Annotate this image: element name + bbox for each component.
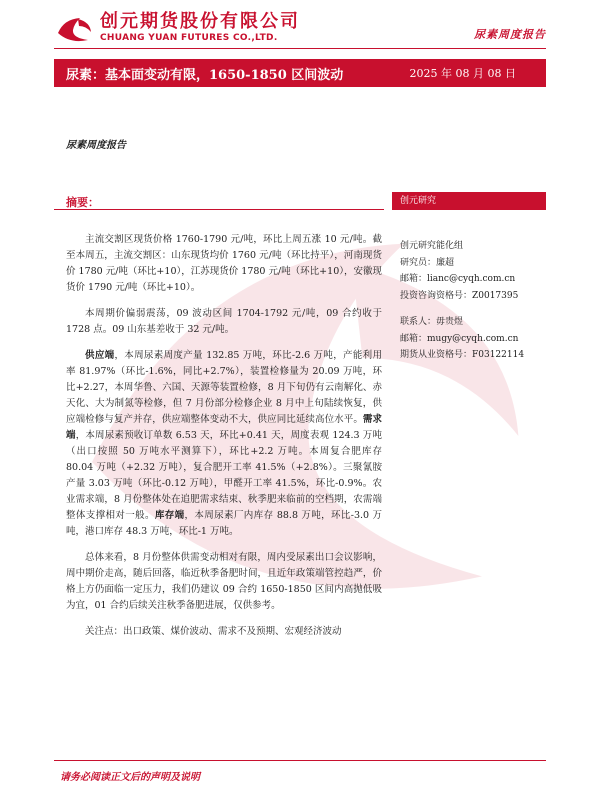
- logo-company-name: 创元期货股份有限公司: [100, 11, 300, 32]
- inventory-label: 库存端: [154, 510, 185, 521]
- title-bar: [54, 59, 546, 87]
- abstract-divider: [54, 209, 384, 210]
- contact-email: 邮箱：mugy@cyqh.com.cn: [400, 333, 519, 344]
- side-header: 创元研究: [392, 192, 546, 210]
- footer-disclaimer: 请务必阅读正文后的声明及说明: [60, 772, 200, 783]
- paragraph-focus-points: 关注点：出口政策、煤价波动、需求不及预期、宏观经济波动: [85, 626, 342, 637]
- section-label: 尿素周度报告: [66, 140, 126, 151]
- demand-label: 需求端: [66, 414, 382, 441]
- paragraph-summary: 总体来看，8 月份整体供需变动相对有限，周内受尿素出口会议影响，周中期价走高，随后回落，临近秋季备肥时间，且近年政策端管控趋严，价格上方仍面临一定压力，我们仍建议 09 合约 1650-1850 区间内高抛低吸为宜，01 合约后续关注秋季备肥进展，仅供参考。: [66, 552, 382, 611]
- report-date: 2025 年 08 月 08 日: [409, 67, 516, 80]
- paragraph-fundamentals: [66, 348, 382, 540]
- researcher-email: 邮箱：lianc@cyqh.com.cn: [400, 274, 516, 284]
- abstract-heading: 摘要：: [66, 196, 99, 209]
- demand-text: ，本周尿素预收订单数 6.53 天，环比+0.41 天，周度表观 124.3 万吨（出口按照 50 万吨水平测算下），环比+2.2 万吨。本周复合肥库存 80.04 万吨（+2.32 万吨），复合肥开工率 41.5%（+2.8%）。三聚氰胺产量 3.03 万吨（环比-0.12 万吨），甲醛开工率 41.5%，环比-0.9%。农业需求端，8 月份整体处在追肥需求结束、秋季肥来临前的空档期，农需端整体支撑相对一般。: [66, 430, 382, 521]
- analyst-info: [400, 238, 550, 370]
- logo-mark-icon: [54, 13, 94, 43]
- team-name: 创元研究能化组: [400, 241, 464, 251]
- supply-label: 供应端: [85, 350, 115, 361]
- report-title: 尿素：基本面变动有限，1650-1850 区间波动: [66, 67, 344, 83]
- researcher-license: 投资咨询资格号：Z0017395: [400, 290, 519, 301]
- supply-text: ，本周尿素周度产量 132.85 万吨，环比-2.6 万吨，产能利用率 81.97%（环比-1.6%，同比+2.7%），装置检修量为 20.09 万吨，环比+2.27，本周华鲁、六国、天源等装置检修，8 月下旬仍有云南解化、赤天化、大为制氮等检修，但 7 月份部分检修企业 8 月中上旬陆续恢复，供应端检修与复产并存，供应端整体变动不大，供应同比延续高位水平。: [66, 350, 382, 425]
- inventory-text: ，本周尿素厂内库存 88.8 万吨，环比-3.0 万吨，港口库存 48.3 万吨，环比-1 万吨。: [66, 510, 382, 537]
- paragraph-spot-price: 主流交割区现货价格 1760-1790 元/吨，环比上周五涨 10 元/吨。截至本周五，主流交割区：山东现货均价 1760 元/吨（环比持平），河南现货价 1780 元/吨（环比+10），江苏现货价 1780 元/吨（环比+10），安徽现货价 1790 元/吨（环比+10）。: [66, 234, 382, 293]
- report-type-label: 尿素周度报告: [474, 28, 546, 41]
- abstract-body: [66, 232, 382, 650]
- logo-company-name-en: CHUANG YUAN FUTURES CO.,LTD.: [100, 33, 278, 43]
- company-logo: [54, 12, 300, 44]
- header-divider: [54, 48, 546, 49]
- footer-divider: [54, 760, 546, 761]
- contact-name: 联系人：毋贵煜: [400, 317, 464, 327]
- paragraph-futures: 本周期价偏弱震荡，09 波动区间 1704-1792 元/吨，09 合约收于 1728 点。09 山东基差收于 32 元/吨。: [66, 308, 382, 335]
- researcher-name: 研究员：廉超: [400, 257, 455, 268]
- contact-license: 期货从业资格号：F03122114: [400, 350, 525, 360]
